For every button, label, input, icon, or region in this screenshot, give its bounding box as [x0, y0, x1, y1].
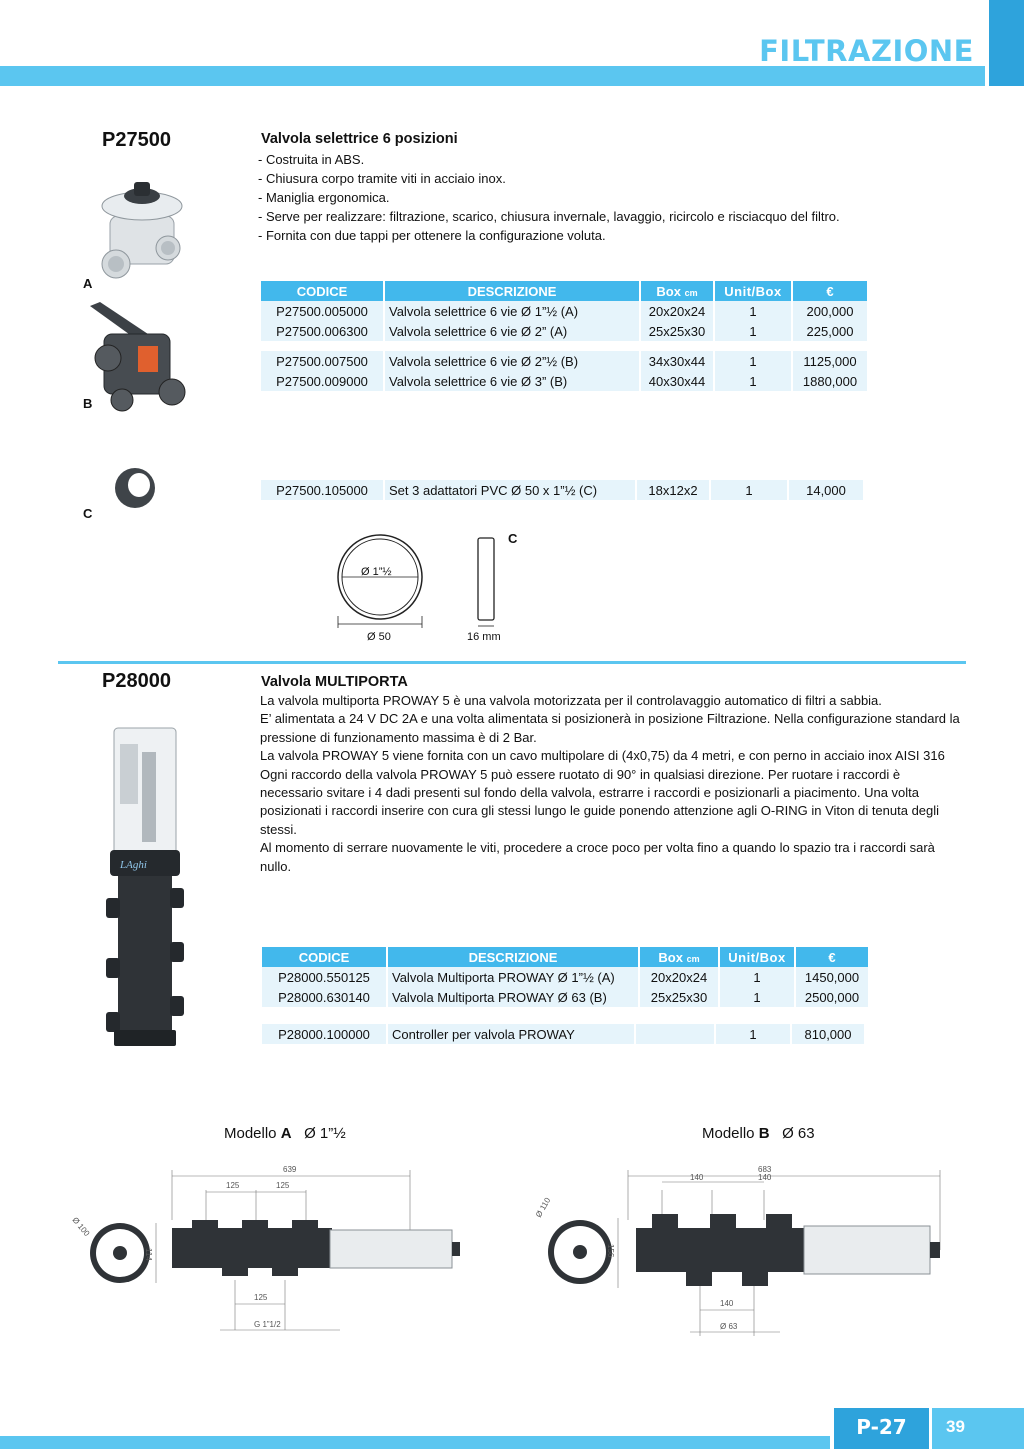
cell-unit: 1 — [716, 1024, 790, 1044]
drawing-outer-dia: Ø 50 — [367, 631, 391, 643]
header-bar — [0, 66, 985, 86]
cell-code: P27500.105000 — [261, 480, 383, 500]
cell-price: 1880,000 — [793, 371, 867, 391]
table-row — [261, 301, 867, 321]
drawing-width: 16 mm — [467, 631, 501, 643]
dim-text: 156 — [606, 1244, 615, 1258]
model-b-label — [702, 1125, 815, 1142]
drawing-label-c: C — [508, 531, 518, 546]
image-label-c: C — [83, 506, 93, 521]
table-row — [262, 987, 868, 1007]
feature-item: - Chiusura corpo tramite viti in acciaio inox. — [258, 171, 506, 186]
cell-unit: 1 — [715, 351, 791, 371]
table-row — [261, 480, 863, 500]
cell-box: 25x25x30 — [640, 987, 718, 1007]
table-row — [261, 351, 867, 371]
cell-box: 34x30x44 — [641, 351, 713, 371]
price-table-p27500-extra — [259, 480, 865, 500]
cell-code: P27500.005000 — [261, 301, 383, 321]
col-header-descrizione: DESCRIZIONE — [388, 947, 638, 967]
product-code-p27500: P27500 — [102, 129, 171, 151]
multiport-valve-image — [100, 722, 190, 1048]
cell-code: P27500.006300 — [261, 321, 383, 341]
product-title-p27500: Valvola selettrice 6 posizioni — [261, 131, 458, 147]
feature-item: - Maniglia ergonomica. — [258, 190, 390, 205]
dim-text: 683 — [758, 1165, 772, 1174]
col-header-price: € — [796, 947, 868, 967]
table-header-row — [262, 947, 868, 967]
dim-text: 125 — [276, 1181, 290, 1190]
col-header-descrizione: DESCRIZIONE — [385, 281, 639, 301]
cell-box: 18x12x2 — [637, 480, 709, 500]
product-code-p28000: P28000 — [102, 670, 171, 692]
table-header-row — [261, 281, 867, 301]
cell-description: Valvola selettrice 6 vie Ø 1”½ (A) — [385, 301, 639, 321]
cell-code: P27500.007500 — [261, 351, 383, 371]
model-a-dia: Ø 1”½ — [304, 1125, 346, 1142]
box-unit: cm — [684, 287, 698, 298]
cell-unit: 1 — [720, 967, 794, 987]
cell-description: Valvola selettrice 6 vie Ø 2” (A) — [385, 321, 639, 341]
table-row — [262, 967, 868, 987]
cell-description: Valvola selettrice 6 vie Ø 2”½ (B) — [385, 351, 639, 371]
model-b-prefix: Modello — [702, 1125, 759, 1142]
product-title-p28000: Valvola MULTIPORTA — [261, 674, 408, 690]
cell-code: P28000.550125 — [262, 967, 386, 987]
col-header-box — [640, 947, 718, 967]
cell-box: 20x20x24 — [640, 967, 718, 987]
description-paragraph: E’ alimentata a 24 V DC 2A e una volta alimentata si posizionerà in posizione Filtrazione. Nella configurazione standard la pressione di funzionamento massima è di 2 Bar. — [260, 711, 960, 745]
cell-unit: 1 — [720, 987, 794, 1007]
cell-price: 14,000 — [789, 480, 863, 500]
header-tab — [989, 0, 1024, 86]
cell-price: 1125,000 — [793, 351, 867, 371]
cell-box: 25x25x30 — [641, 321, 713, 341]
price-table-p28000 — [260, 947, 870, 1007]
cell-unit: 1 — [715, 371, 791, 391]
cell-code: P28000.630140 — [262, 987, 386, 1007]
cell-description: Valvola Multiporta PROWAY Ø 63 (B) — [388, 987, 638, 1007]
valve-a-image — [94, 178, 190, 286]
footer-bar — [0, 1436, 830, 1449]
box-label: Box — [656, 283, 681, 299]
col-header-unit-box: Unit/Box — [720, 947, 794, 967]
model-a-prefix: Modello — [224, 1125, 281, 1142]
dim-text: G 1”1/2 — [254, 1320, 281, 1329]
col-header-codice: CODICE — [261, 281, 383, 301]
cell-price: 1450,000 — [796, 967, 868, 987]
adapter-c-image — [110, 464, 160, 512]
price-table-p27500 — [259, 281, 869, 391]
cell-code: P27500.009000 — [261, 371, 383, 391]
dim-text: Ø 63 — [720, 1322, 738, 1331]
cell-price: 200,000 — [793, 301, 867, 321]
model-b-drawing — [533, 1160, 960, 1340]
cell-box: 40x30x44 — [641, 371, 713, 391]
table-row — [262, 1024, 864, 1044]
price-table-p28000-extra — [260, 1024, 866, 1044]
cell-description: Set 3 adattatori PVC Ø 50 x 1”½ (C) — [385, 480, 635, 500]
model-a-label — [224, 1125, 346, 1142]
cell-unit: 1 — [715, 301, 791, 321]
cell-unit: 1 — [715, 321, 791, 341]
cell-description: Controller per valvola PROWAY — [388, 1024, 634, 1044]
box-unit: cm — [686, 953, 700, 964]
dim-text: Ø 100 — [70, 1215, 92, 1238]
valve-b-image — [88, 300, 188, 410]
description-paragraph: Ogni raccordo della valvola PROWAY 5 può essere ruotato di 90° in qualsiasi direzione. Per ruotare i raccordi è necessario svitare i 4 dadi presenti sul fondo della valvola, estrarre i raccordi e posizionarli a piacimento. Una volta posizionati i raccordi inserire con cura gli stessi lungo le guide ponendo attenzione agli O-RING in Viton di tenuta degli stessi. — [260, 766, 940, 837]
feature-list — [258, 150, 840, 245]
col-header-unit-box: Unit/Box — [715, 281, 791, 301]
page-number: 39 — [932, 1408, 1024, 1449]
dim-text: 639 — [283, 1165, 297, 1174]
feature-item: - Fornita con due tappi per ottenere la configurazione voluta. — [258, 228, 606, 243]
cell-box: 20x20x24 — [641, 301, 713, 321]
drawing-inner-dia: Ø 1”½ — [361, 566, 392, 578]
image-label-b: B — [83, 396, 93, 411]
description-paragraph: La valvola PROWAY 5 viene fornita con un cavo multipolare di (4x0,75) da 4 metri, e con perno in acciaio inox AISI 316 — [260, 748, 945, 764]
dim-text: 125 — [226, 1181, 240, 1190]
logo-text: LAghi — [120, 859, 147, 871]
description-paragraph: La valvola multiporta PROWAY 5 è una valvola motorizzata per il controlavaggio automatico di filtri a sabbia. — [260, 693, 882, 708]
model-b-letter: B — [758, 1125, 770, 1142]
cell-unit: 1 — [711, 480, 787, 500]
dim-text: 140 — [758, 1173, 772, 1182]
table-row — [261, 321, 867, 341]
section-divider — [58, 661, 966, 664]
cell-code: P28000.100000 — [262, 1024, 386, 1044]
section-code: P-27 — [834, 1408, 929, 1449]
feature-item: - Serve per realizzare: filtrazione, scarico, chiusura invernale, lavaggio, ricircolo e risciacquo del filtro. — [258, 209, 840, 224]
col-header-price: € — [793, 281, 867, 301]
model-a-letter: A — [280, 1125, 292, 1142]
box-label: Box — [658, 949, 683, 965]
col-header-box — [641, 281, 713, 301]
page-title: FILTRAZIONE — [759, 34, 974, 68]
cell-description: Valvola Multiporta PROWAY Ø 1”½ (A) — [388, 967, 638, 987]
cell-price: 225,000 — [793, 321, 867, 341]
cell-description: Valvola selettrice 6 vie Ø 3” (B) — [385, 371, 639, 391]
cell-box — [636, 1024, 714, 1044]
dim-text: 140 — [690, 1173, 704, 1182]
table-row — [261, 371, 867, 391]
cell-price: 2500,000 — [796, 987, 868, 1007]
model-b-dia: Ø 63 — [782, 1125, 815, 1142]
feature-item: - Costruita in ABS. — [258, 152, 365, 167]
description-paragraph: Al momento di serrare nuovamente le viti, procedere a croce poco per volta fino a quando lo spazio tra i raccordi sarà nullo. — [260, 840, 935, 874]
dim-text: 125 — [254, 1293, 268, 1302]
product-description — [260, 692, 960, 876]
image-label-a: A — [83, 276, 93, 291]
model-a-drawing — [60, 1160, 480, 1340]
dim-text: 114 — [144, 1248, 153, 1261]
dim-text: 140 — [720, 1299, 734, 1308]
dim-text: Ø 110 — [533, 1196, 553, 1219]
col-header-codice: CODICE — [262, 947, 386, 967]
cell-price: 810,000 — [792, 1024, 864, 1044]
